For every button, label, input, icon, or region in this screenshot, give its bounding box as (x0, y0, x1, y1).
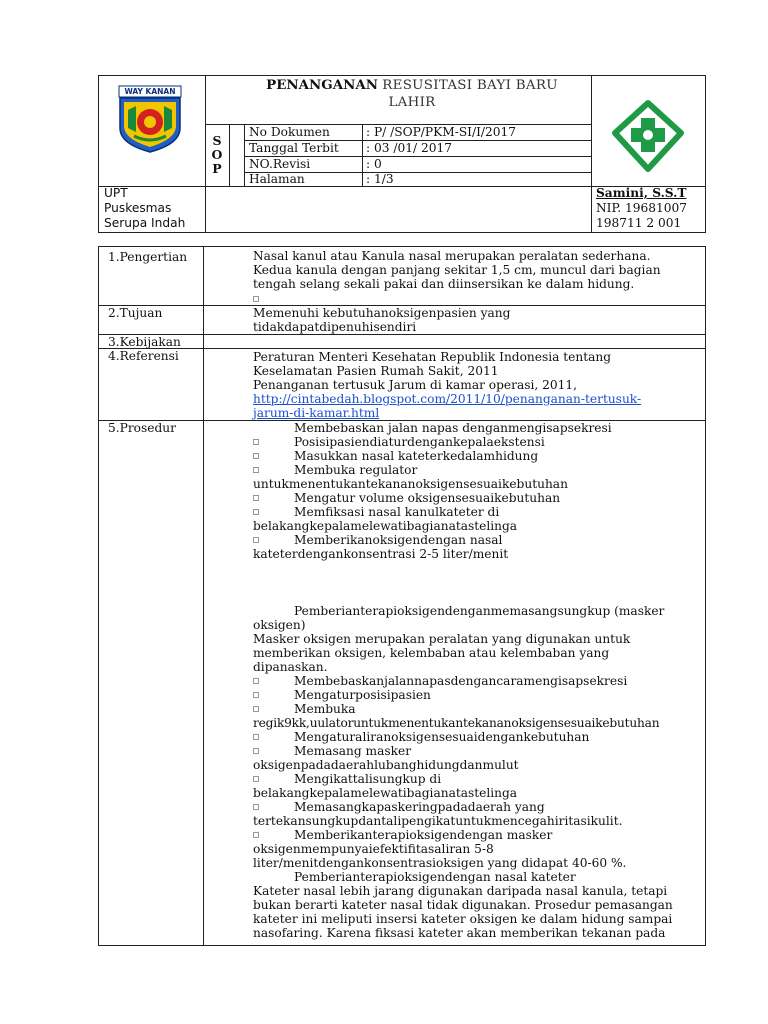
divider (98, 334, 706, 335)
checkbox-icon (253, 692, 259, 698)
sop-letter: S (212, 133, 222, 148)
text-line: tidakdapatdipenuhisendiri (253, 320, 417, 334)
puskesmas-logo (610, 100, 686, 172)
text-line: Nasal kanul atau Kanula nasal merupakan peralatan sederhana. (253, 249, 651, 263)
sop-letter: P (212, 161, 222, 176)
way-kanan-logo (112, 84, 188, 154)
step-text: Mengaturaliranoksigensesuaidengankebutuhan (294, 730, 590, 744)
step-text: Memfiksasi nasal kanulkateter di (294, 505, 500, 519)
checkbox-icon (253, 748, 259, 754)
text-line: memberikan oksigen, kelembaban atau kelembaban yang (253, 646, 610, 660)
step-text: Membuka (294, 702, 356, 716)
checkbox-icon (253, 453, 259, 459)
step-text: tertekansungkupdantalipengikatuntukmencegahiritasikulit. (253, 814, 623, 828)
unit-block (104, 186, 185, 231)
section-label: 4.Referensi (108, 349, 179, 363)
unit-line: UPT (104, 186, 128, 200)
signer-nip: NIP. 19681007 (596, 201, 687, 215)
signer-block (596, 186, 687, 231)
reference-link[interactable]: jarum-di-kamar.html (253, 406, 380, 420)
text-line: Keselamatan Pasien Rumah Sakit, 2011 (253, 364, 499, 378)
step-text: belakangkepalamelewatibagianatastelinga (253, 786, 518, 800)
divider (205, 75, 206, 233)
checkbox-icon (253, 509, 259, 515)
title-rest: RESUSITASI BAYI BARU (382, 78, 558, 93)
title-bold: PENANGANAN (266, 77, 378, 93)
sop-letter: O (211, 147, 223, 162)
checkbox-icon (253, 776, 259, 782)
section-label: 1.Pengertian (108, 250, 188, 264)
step-text: belakangkepalamelewatibagianatastelinga (253, 519, 518, 533)
section-label: 5.Prosedur (108, 421, 176, 435)
unit-line: Serupa Indah (104, 216, 186, 230)
signer-name: Samini, S.S.T (596, 186, 687, 200)
text-line: Peraturan Menteri Kesehatan Republik Indonesia tentang (253, 350, 612, 364)
text-line: Masker oksigen merupakan peralatan yang digunakan untuk (253, 632, 631, 646)
subsection-heading: oksigen) (253, 618, 306, 632)
step-text: liter/menitdengankonsentrasioksigen yang didapat 40-60 %. (253, 856, 627, 870)
checkbox-icon (253, 678, 259, 684)
doc-row-label: Tanggal Terbit (249, 141, 339, 155)
checkbox-icon (253, 495, 259, 501)
checkbox-icon (253, 734, 259, 740)
checkbox-icon (253, 706, 259, 712)
step-text: untukmenentukantekananoksigensesuaikebutuhan (253, 477, 568, 491)
section-label: 3.Kebijakan (108, 335, 181, 349)
logo-text: WAY KANAN (124, 87, 176, 96)
sop-label (210, 134, 224, 176)
step-text: regik9kk,uulatoruntukmenentukantekananoksigensesuaikebutuhan (253, 716, 660, 730)
step-text: Membebaskanjalannapasdengancaramengisapsekresi (294, 674, 628, 688)
step-text: Masukkan nasal kateterkedalamhidung (294, 449, 539, 463)
step-text: Mengaturposisipasien (294, 688, 431, 702)
doc-row-value: : 03 /01/ 2017 (366, 141, 452, 155)
step-text: oksigenpadadaerahlubanghidungdanmulut (253, 758, 519, 772)
step-text: Membebaskan jalan napas denganmengisapsekresi (294, 421, 612, 435)
step-text: Posisipasiendiaturdengankepalaekstensi (294, 435, 545, 449)
text-line: bukan berarti kateter nasal tidak digunakan. Prosedur pemasangan (253, 898, 673, 912)
text-line: Kateter nasal lebih jarang digunakan daripada nasal kanula, tetapi (253, 884, 668, 898)
page-title (232, 77, 592, 111)
doc-row-value: : 0 (366, 157, 382, 171)
step-text: Mengikattalisungkup di (294, 772, 442, 786)
doc-row-label: Halaman (249, 172, 305, 186)
section-label: 2.Tujuan (108, 306, 163, 320)
text-line: dipanaskan. (253, 660, 328, 674)
signer-nip: 198711 2 001 (596, 216, 682, 230)
step-text: Mengatur volume oksigensesuaikebutuhan (294, 491, 561, 505)
checkbox-icon (253, 467, 259, 473)
text-line: kateter ini meliputi insersi kateter oksigen ke dalam hidung sampai (253, 912, 673, 926)
reference-link[interactable]: http://cintabedah.blogspot.com/2011/10/penanganan-tertusuk- (253, 392, 642, 406)
doc-row-label: NO.Revisi (249, 157, 311, 171)
doc-row-value: : P/ /SOP/PKM-SI/I/2017 (366, 125, 517, 139)
checkbox-icon (253, 804, 259, 810)
divider (98, 348, 706, 349)
step-text: Memberikanoksigendengan nasal (294, 533, 503, 547)
doc-row-value: : 1/3 (366, 172, 394, 186)
checkbox-icon (253, 832, 259, 838)
text-line: nasofaring. Karena fiksasi kateter akan memberikan tekanan pada (253, 926, 666, 940)
text-line: Kedua kanula dengan panjang sekitar 1,5 cm, muncul dari bagian (253, 263, 661, 277)
title-line2: LAHIR (388, 95, 436, 110)
step-text: Membuka regulator (294, 463, 418, 477)
step-text: Memberikanterapioksigendengan masker (294, 828, 553, 842)
text-line: Memenuhi kebutuhanoksigenpasien yang (253, 306, 511, 320)
subsection-heading: Pemberianterapioksigendengan nasal kateter (294, 870, 576, 884)
checkbox-icon (253, 537, 259, 543)
text-line: tengah selang sekali pakai dan diinsersikan ke dalam hidung. (253, 277, 635, 291)
step-text: kateterdengankonsentrasi 2-5 liter/menit (253, 547, 509, 561)
step-text: Memasangkapaskeringpadadaerah yang (294, 800, 545, 814)
step-text: Memasang masker (294, 744, 412, 758)
checkbox-icon (253, 439, 259, 445)
divider (203, 246, 204, 946)
text-line: Penanganan tertusuk Jarum di kamar operasi, 2011, (253, 378, 578, 392)
checkbox-icon (253, 296, 259, 302)
subsection-heading: Pemberianterapioksigendenganmemasangsungkup (masker (294, 604, 665, 618)
doc-row-label: No Dokumen (249, 125, 330, 139)
divider (229, 124, 230, 187)
unit-line: Puskesmas (104, 201, 172, 215)
step-text: oksigenmempunyaiefektifitasaliran 5-8 (253, 842, 494, 856)
